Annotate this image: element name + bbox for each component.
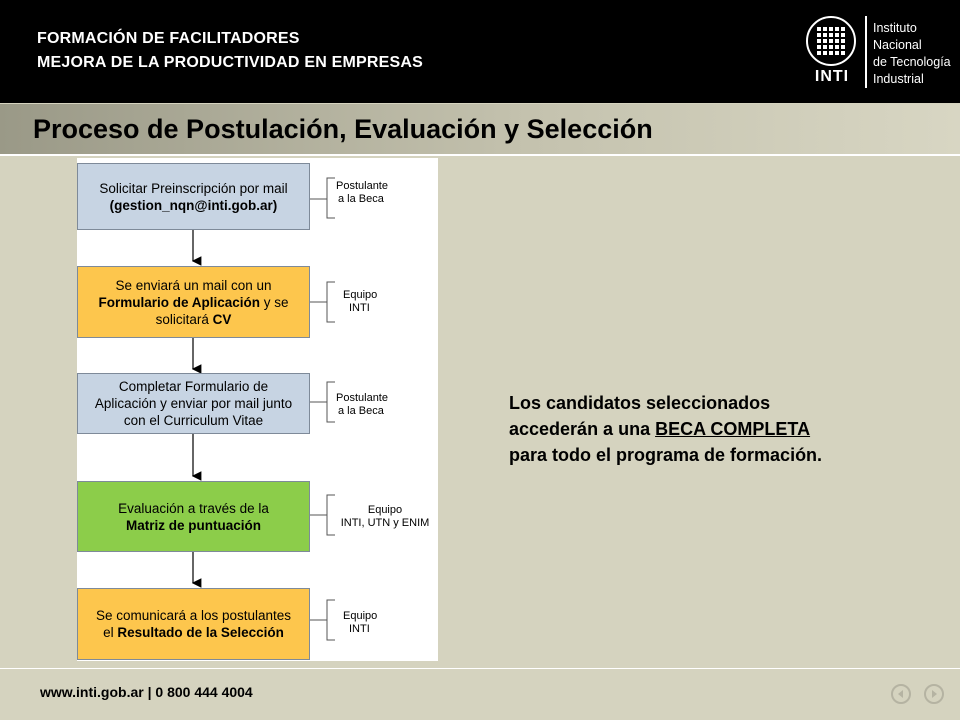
role-label-4-line-1: Equipo: [367, 504, 403, 516]
note-line-3: para todo el programa de formación.: [509, 445, 823, 465]
logo-divider: [865, 16, 867, 88]
flow-step-1: [77, 163, 310, 230]
page-title: Proceso de Postulación, Evaluación y Selección: [33, 114, 653, 144]
flow-step-5-line-1: Se comunicará a los postulantes: [95, 608, 292, 623]
flow-step-3-line-3: con el Curriculum Vitae: [123, 413, 264, 428]
role-label-2-line-1: Equipo: [343, 289, 378, 301]
role-label-1: [336, 180, 388, 206]
role-label-2: [343, 289, 377, 315]
previous-slide-button[interactable]: [891, 684, 911, 704]
note-line-1: Los candidatos seleccionados: [509, 393, 771, 413]
flow-diagram: [77, 158, 438, 661]
flow-step-1-line-1: Solicitar Preinscripción por mail: [99, 180, 288, 196]
footer-contact: www.inti.gob.ar | 0 800 444 4004: [40, 684, 253, 700]
flow-step-2: [77, 266, 310, 338]
flow-step-2-bold-2: CV: [212, 311, 232, 327]
logo-line-4: Industrial: [873, 72, 924, 86]
flow-step-1-line-2: (gestion_nqn@inti.gob.ar): [109, 197, 278, 213]
flow-step-2-bold-1: Formulario de Aplicación: [98, 294, 260, 310]
role-bracket-1: [310, 178, 335, 218]
inti-logo-icon: [806, 16, 856, 66]
note-line-2: accederán a una: [509, 419, 656, 439]
role-label-3-line-1: Postulante: [336, 392, 388, 404]
role-bracket-3: [310, 382, 335, 422]
logo-line-2: Nacional: [873, 38, 922, 52]
flow-step-5-text-2: el: [103, 625, 118, 640]
flow-step-2-text-3: solicitará: [155, 311, 213, 327]
chevron-right-icon: [929, 689, 939, 699]
role-label-5-line-2: INTI: [349, 623, 370, 635]
role-label-1-line-2: a la Beca: [338, 193, 384, 205]
role-bracket-2: [310, 282, 335, 322]
flow-step-4: [77, 481, 310, 552]
flow-step-3: [77, 373, 310, 434]
chevron-left-icon: [896, 689, 906, 699]
header-line-1: FORMACIÓN DE FACILITADORES: [37, 30, 300, 47]
scholarship-note: [509, 390, 939, 468]
role-label-3-line-2: a la Beca: [338, 405, 384, 417]
role-label-5-line-1: Equipo: [343, 610, 378, 622]
flow-step-3-line-1: Completar Formulario de: [118, 379, 269, 394]
role-bracket-5: [310, 600, 335, 640]
role-label-1-line-1: Postulante: [336, 180, 388, 192]
flow-step-2-text-2: y se: [260, 294, 289, 310]
footer-divider: [0, 668, 960, 669]
role-label-2-line-2: INTI: [349, 302, 370, 314]
logo-line-1: Instituto: [873, 21, 917, 35]
flow-step-3-line-2: Aplicación y enviar por mail junto: [94, 396, 293, 411]
next-slide-button[interactable]: [924, 684, 944, 704]
logo-line-3: de Tecnología: [873, 55, 951, 69]
note-highlight: BECA COMPLETA: [655, 419, 811, 439]
role-bracket-4: [310, 495, 335, 535]
flow-step-5-bold: Resultado de la Selección: [117, 625, 284, 640]
logo-wordmark: INTI: [814, 68, 850, 85]
role-label-4: [333, 504, 437, 530]
flow-step-5: [77, 588, 310, 660]
header-bar: [0, 0, 960, 103]
role-label-5: [343, 610, 377, 636]
role-label-4-line-2: INTI, UTN y ENIM: [340, 517, 430, 529]
header-line-2: MEJORA DE LA PRODUCTIVIDAD EN EMPRESAS: [37, 54, 424, 71]
role-label-3: [336, 392, 388, 418]
flow-step-4-line-2: Matriz de puntuación: [126, 517, 261, 533]
flow-step-4-line-1: Evaluación a través de la: [118, 500, 269, 516]
flow-step-2-line-1: Se enviará un mail con un: [115, 277, 272, 293]
